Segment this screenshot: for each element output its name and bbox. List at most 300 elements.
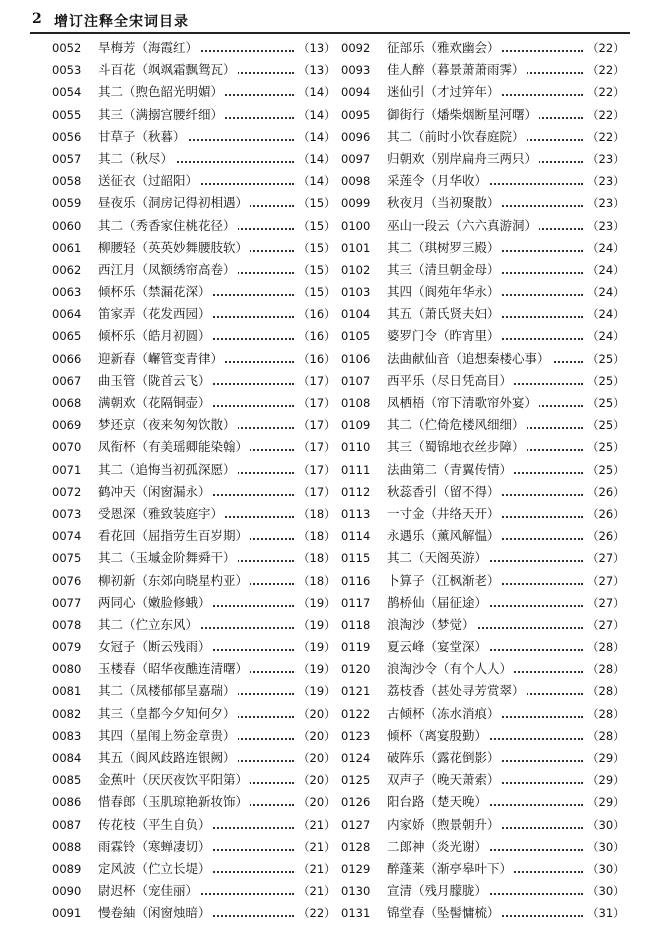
entry-title: 送征衣（过韶阳） [98, 173, 199, 189]
entry-title: 倾杯（离宴殷勤） [387, 727, 488, 743]
entry-page: （18） [298, 573, 336, 588]
entry-page: （25） [587, 418, 625, 433]
entry-page: （30） [587, 861, 625, 876]
entry-title: 其二（凤楼郁郁呈嘉瑞） [98, 683, 236, 699]
entry-title: 迎新春（嶰管变青律） [98, 350, 224, 366]
entry-number: 0087 [52, 817, 82, 832]
entry-title-leader [98, 880, 294, 902]
toc-entry [52, 680, 334, 702]
entry-page: （17） [298, 396, 336, 410]
entry-number: 0103 [341, 285, 371, 300]
entry-title: 曲玉管（陇首云飞） [98, 372, 211, 388]
entry-title-leader [387, 170, 583, 192]
entry-title-leader [98, 259, 294, 281]
entry-title: 婆罗门令（昨宵里） [387, 328, 500, 344]
entry-title-leader [387, 192, 583, 214]
entry-title-leader [98, 104, 294, 126]
entry-title-leader [387, 725, 583, 747]
toc-entry [52, 325, 334, 347]
entry-title: 其二（秋尽） [98, 150, 174, 166]
entry-title-leader [98, 59, 294, 81]
toc-entry [341, 902, 623, 924]
entry-number: 0127 [341, 817, 371, 832]
toc-entry [52, 836, 334, 858]
toc-entry [52, 148, 334, 170]
entry-title-leader [98, 858, 294, 880]
entry-title: 破阵乐（露花倒影） [387, 750, 500, 765]
toc-entry [52, 614, 334, 636]
entry-page: （14） [298, 129, 336, 144]
entry-number: 0056 [52, 129, 82, 144]
entry-page: （22） [587, 41, 625, 55]
entry-page: （20） [298, 751, 336, 765]
entry-page: （23） [587, 218, 625, 233]
entry-title: 其二（煦色韶光明媚） [98, 84, 224, 100]
entry-number: 0121 [341, 684, 371, 699]
entry-number: 0092 [341, 41, 371, 55]
entry-page: （22） [298, 906, 336, 921]
entry-title: 二郎神（炎光谢） [387, 838, 488, 854]
toc-entry [52, 126, 334, 148]
entry-title-leader [387, 547, 583, 569]
entry-title: 其二（伫立东风） [98, 616, 199, 632]
entry-number: 0116 [341, 573, 371, 588]
entry-number: 0114 [341, 529, 371, 544]
entry-title-leader [98, 592, 294, 614]
entry-number: 0071 [52, 462, 82, 477]
toc-entry [341, 858, 623, 880]
entry-number: 0064 [52, 307, 82, 322]
toc-entry [52, 725, 334, 747]
entry-page: （21） [298, 884, 336, 899]
toc-entry [52, 348, 334, 370]
toc-entry [341, 703, 623, 725]
toc-entry [341, 481, 623, 503]
toc-entry [52, 170, 334, 192]
entry-title: 法曲献仙音（追想秦楼心事） [387, 350, 550, 366]
toc-entry [341, 170, 623, 192]
entry-title-leader [98, 836, 294, 858]
entry-number: 0098 [341, 174, 371, 189]
entry-title: 迷仙引（才过笄年） [387, 84, 500, 100]
entry-title: 受恩深（雅致装庭宇） [98, 505, 224, 521]
entry-page: （16） [298, 351, 336, 366]
entry-page: （24） [587, 285, 625, 300]
entry-title: 其二（天阁英游） [387, 550, 488, 566]
entry-title: 倾杯乐（皓月初圆） [98, 328, 211, 344]
entry-title-leader [98, 614, 294, 636]
toc-entry [341, 791, 623, 813]
entry-title-leader [98, 570, 294, 592]
entry-page: （16） [298, 307, 336, 322]
entry-page: （29） [587, 773, 625, 788]
entry-page: （22） [587, 85, 625, 100]
toc-entry [341, 658, 623, 680]
entry-page: （25） [587, 351, 625, 366]
entry-page: （28） [587, 706, 625, 721]
entry-title-leader [98, 658, 294, 680]
entry-page: （20） [298, 706, 336, 721]
toc-right-column [341, 37, 623, 925]
entry-page: （13） [298, 41, 336, 55]
entry-title: 金蕉叶（厌厌夜饮平阳第） [98, 772, 249, 788]
entry-number: 0086 [52, 795, 82, 810]
entry-title: 西平乐（尽日凭高目） [387, 372, 513, 388]
entry-title-leader [387, 414, 583, 436]
entry-title: 柳初新（东郊向晓星杓亚） [98, 572, 249, 588]
entry-page: （25） [587, 440, 625, 455]
entry-title-leader [387, 791, 583, 813]
entry-title: 其二（琪树罗三殿） [387, 239, 500, 255]
toc-entry [52, 703, 334, 725]
entry-page: （24） [587, 329, 625, 344]
entry-number: 0115 [341, 551, 371, 566]
entry-title: 鹊桥仙（届征途） [387, 594, 488, 610]
entry-number: 0129 [341, 861, 371, 876]
entry-title: 荔枝香（甚处寻芳赏翠） [387, 683, 525, 699]
entry-title: 其三（清旦朝金母） [387, 261, 500, 277]
entry-page: （28） [587, 640, 625, 655]
entry-title: 其二（玉墄金阶舞舜干） [98, 550, 236, 566]
entry-title-leader [98, 348, 294, 370]
toc-entry [341, 370, 623, 392]
toc-entry [341, 348, 623, 370]
entry-page: （18） [298, 506, 336, 521]
entry-title: 归朝欢（别岸扁舟三两只） [387, 150, 538, 166]
entry-page: （24） [587, 307, 625, 322]
toc-entry [341, 192, 623, 214]
toc-entry [341, 259, 623, 281]
entry-title: 醉蓬莱（渐亭皋叶下） [387, 860, 513, 876]
entry-title: 倾杯乐（禁漏花深） [98, 284, 211, 300]
entry-title: 其三（皇都今夕知何夕） [98, 705, 236, 721]
entry-title-leader [387, 503, 583, 525]
entry-title: 看花回（屈指劳生百岁期） [98, 528, 249, 544]
entry-title: 浪淘沙（梦觉） [387, 616, 475, 632]
entry-number: 0106 [341, 351, 371, 366]
toc-entry [341, 237, 623, 259]
entry-number: 0130 [341, 884, 371, 899]
entry-title-leader [98, 370, 294, 392]
toc-entry [341, 59, 623, 81]
entry-number: 0104 [341, 307, 371, 322]
entry-number: 0075 [52, 551, 82, 566]
entry-title: 卜算子（江枫渐老） [387, 572, 500, 588]
toc-entry [52, 481, 334, 503]
entry-number: 0058 [52, 174, 82, 189]
entry-title: 浪淘沙令（有个人人） [387, 661, 513, 677]
entry-page: （17） [298, 373, 336, 388]
entry-title-leader [98, 281, 294, 303]
entry-title-leader [387, 81, 583, 103]
entry-title-leader [98, 170, 294, 192]
entry-title-leader [387, 858, 583, 880]
entry-title-leader [387, 525, 583, 547]
entry-title-leader [98, 769, 294, 791]
entry-title-leader [387, 148, 583, 170]
page-title: 增订注释全宋词目录 [54, 14, 189, 30]
toc-entry [341, 436, 623, 458]
entry-number: 0125 [341, 773, 371, 788]
entry-number: 0063 [52, 285, 82, 300]
toc-entry [341, 525, 623, 547]
toc-entry [341, 81, 623, 103]
toc-entry [341, 392, 623, 414]
entry-page: （14） [298, 85, 336, 100]
entry-title-leader [98, 414, 294, 436]
entry-page: （30） [587, 839, 625, 854]
entry-number: 0052 [52, 41, 82, 55]
entry-number: 0053 [52, 63, 82, 78]
entry-title: 柳腰轻（英英妙舞腰肢软） [98, 239, 249, 255]
entry-title: 其二（追悔当初孤深愿） [98, 461, 236, 477]
entry-title-leader [387, 614, 583, 636]
entry-title: 甘草子（秋暮） [98, 128, 186, 144]
toc-entry [52, 769, 334, 791]
entry-number: 0055 [52, 107, 82, 122]
entry-page: （25） [587, 462, 625, 477]
entry-number: 0074 [52, 529, 82, 544]
toc-entry [52, 658, 334, 680]
toc-left-column [52, 37, 334, 925]
entry-page: （24） [587, 240, 625, 255]
entry-title: 佳人醉（暮景萧萧雨霁） [387, 62, 525, 78]
entry-title: 其二（秀香家住桃花径） [98, 217, 236, 233]
toc-entry [341, 725, 623, 747]
entry-title: 其五（萧氏贤夫妇） [387, 306, 500, 322]
toc-entry [52, 858, 334, 880]
entry-number: 0078 [52, 617, 82, 632]
entry-number: 0110 [341, 440, 371, 455]
toc-entry [52, 902, 334, 924]
entry-title-leader [387, 459, 583, 481]
toc-entry [52, 37, 334, 59]
entry-page: （19） [298, 662, 336, 677]
entry-number: 0079 [52, 640, 82, 655]
entry-title-leader [98, 703, 294, 725]
toc-entry [341, 414, 623, 436]
entry-title-leader [387, 104, 583, 126]
toc-entry [341, 614, 623, 636]
entry-number: 0118 [341, 617, 371, 632]
entry-page: （17） [298, 462, 336, 477]
entry-title: 阳台路（楚天晚） [387, 794, 488, 810]
entry-title: 玉楼春（昭华夜醮连清曙） [98, 661, 249, 677]
entry-title-leader [387, 769, 583, 791]
entry-title: 昼夜乐（洞房记得初相遇） [98, 195, 249, 211]
entry-number: 0057 [52, 151, 82, 166]
toc-entry [341, 215, 623, 237]
toc-entry [341, 503, 623, 525]
entry-page: （19） [298, 640, 336, 655]
toc-entry [52, 525, 334, 547]
toc-entry [341, 325, 623, 347]
page-number: 2 [32, 11, 42, 27]
toc-entry [341, 126, 623, 148]
entry-page: （20） [298, 795, 336, 810]
entry-page: （17） [298, 484, 336, 499]
entry-number: 0111 [341, 462, 371, 477]
entry-title-leader [387, 570, 583, 592]
entry-number: 0076 [52, 573, 82, 588]
entry-title-leader [98, 126, 294, 148]
entry-title-leader [98, 303, 294, 325]
entry-title: 巫山一段云（六六真游洞） [387, 217, 538, 233]
entry-title: 其二（伫倚危楼风细细） [387, 417, 525, 433]
entry-number: 0122 [341, 706, 371, 721]
entry-number: 0094 [341, 85, 371, 100]
entry-title-leader [387, 836, 583, 858]
entry-title: 凤衔杯（有美瑶卿能染翰） [98, 439, 249, 455]
toc-entry [341, 570, 623, 592]
entry-title: 其三（满搦宫腰纤细） [98, 106, 224, 122]
entry-title-leader [98, 237, 294, 259]
entry-number: 0054 [52, 85, 82, 100]
entry-title: 一寸金（井络天开） [387, 505, 500, 521]
entry-title: 秋蕊香引（留不得） [387, 483, 500, 499]
entry-title-leader [98, 81, 294, 103]
entry-number: 0085 [52, 773, 82, 788]
entry-title: 古倾杯（冻水消痕） [387, 705, 500, 721]
entry-number: 0112 [341, 484, 371, 499]
entry-title-leader [387, 680, 583, 702]
toc-entry [52, 215, 334, 237]
entry-number: 0097 [341, 151, 371, 166]
entry-number: 0113 [341, 506, 371, 521]
entry-page: （14） [298, 174, 336, 189]
entry-title-leader [387, 259, 583, 281]
entry-number: 0108 [341, 396, 371, 410]
toc-entry [341, 769, 623, 791]
entry-title: 两同心（嫩脸修蛾） [98, 594, 211, 610]
entry-page: （15） [298, 262, 336, 277]
entry-title-leader [387, 303, 583, 325]
entry-page: （26） [587, 484, 625, 499]
toc-entry [52, 414, 334, 436]
entry-number: 0088 [52, 839, 82, 854]
entry-title: 定风波（伫立长堤） [98, 860, 211, 876]
entry-number: 0124 [341, 751, 371, 765]
toc-entry [341, 303, 623, 325]
entry-page: （28） [587, 728, 625, 743]
entry-title: 御街行（燔柴烟断星河曙） [387, 106, 538, 122]
toc-entry [341, 836, 623, 858]
entry-title: 夏云峰（宴堂深） [387, 639, 488, 655]
entry-title-leader [98, 525, 294, 547]
entry-title-leader [387, 902, 583, 924]
entry-title-leader [387, 325, 583, 347]
entry-number: 0107 [341, 373, 371, 388]
entry-number: 0117 [341, 595, 371, 610]
entry-page: （21） [298, 861, 336, 876]
entry-title: 秋夜月（当初聚散） [387, 195, 500, 211]
entry-page: （30） [587, 884, 625, 899]
entry-number: 0070 [52, 440, 82, 455]
entry-title: 女冠子（断云残雨） [98, 639, 211, 655]
entry-number: 0062 [52, 262, 82, 277]
entry-number: 0093 [341, 63, 371, 78]
entry-number: 0096 [341, 129, 371, 144]
entry-number: 0069 [52, 418, 82, 433]
entry-title-leader [98, 325, 294, 347]
entry-page: （29） [587, 751, 625, 765]
entry-title-leader [98, 680, 294, 702]
entry-title-leader [387, 747, 583, 769]
toc-entry [52, 104, 334, 126]
entry-number: 0100 [341, 218, 371, 233]
entry-number: 0082 [52, 706, 82, 721]
entry-page: （27） [587, 551, 625, 566]
entry-title-leader [387, 636, 583, 658]
entry-page: （17） [298, 418, 336, 433]
toc-entry [52, 281, 334, 303]
entry-title: 满朝欢（花隔铜壶） [98, 395, 211, 410]
entry-title: 凤栖梧（帘下清歌帘外宴） [387, 395, 538, 410]
entry-title: 宣清（残月朦胧） [387, 883, 488, 899]
entry-page: （23） [587, 196, 625, 211]
entry-title-leader [387, 370, 583, 392]
entry-number: 0083 [52, 728, 82, 743]
entry-title: 永遇乐（薰风解愠） [387, 528, 500, 544]
entry-title-leader [98, 814, 294, 836]
toc-entry [341, 459, 623, 481]
entry-number: 0101 [341, 240, 371, 255]
entry-page: （19） [298, 684, 336, 699]
toc-entry [52, 747, 334, 769]
entry-number: 0060 [52, 218, 82, 233]
entry-title: 其四（阆苑年华永） [387, 284, 500, 300]
toc-entry [52, 503, 334, 525]
entry-title-leader [387, 880, 583, 902]
entry-title: 斗百花（飒飒霜飘鸳瓦） [98, 62, 236, 78]
entry-title: 其三（蜀锦地衣丝步障） [387, 439, 525, 455]
toc-entry [52, 370, 334, 392]
toc-entry [341, 547, 623, 569]
entry-number: 0084 [52, 751, 82, 765]
toc-entry [52, 880, 334, 902]
entry-title-leader [387, 658, 583, 680]
entry-title-leader [387, 814, 583, 836]
entry-title-leader [98, 725, 294, 747]
entry-number: 0073 [52, 506, 82, 521]
entry-title: 惜春郎（玉肌琼艳新妆饰） [98, 794, 249, 810]
toc-entry [52, 814, 334, 836]
entry-number: 0126 [341, 795, 371, 810]
entry-page: （19） [298, 617, 336, 632]
entry-number: 0080 [52, 662, 82, 677]
entry-page: （24） [587, 262, 625, 277]
entry-title-leader [98, 791, 294, 813]
entry-page: （20） [298, 728, 336, 743]
entry-title-leader [387, 436, 583, 458]
entry-page: （26） [587, 529, 625, 544]
entry-title-leader [387, 348, 583, 370]
entry-page: （28） [587, 684, 625, 699]
entry-page: （22） [587, 107, 625, 122]
entry-title: 慢卷紬（闲窗烛暗） [98, 905, 211, 921]
toc-entry [341, 636, 623, 658]
entry-page: （26） [587, 506, 625, 521]
entry-title: 征部乐（雅欢幽会） [387, 40, 500, 55]
entry-title-leader [387, 237, 583, 259]
entry-title: 旱梅芳（海霞红） [98, 40, 199, 55]
entry-title: 梦还京（夜来匆匆饮散） [98, 417, 236, 433]
entry-number: 0131 [341, 906, 371, 921]
entry-title: 锦堂春（坠髻慵梳） [387, 905, 500, 921]
toc-entry [341, 104, 623, 126]
entry-title: 其五（阆风歧路连银阙） [98, 750, 236, 765]
entry-page: （28） [587, 662, 625, 677]
